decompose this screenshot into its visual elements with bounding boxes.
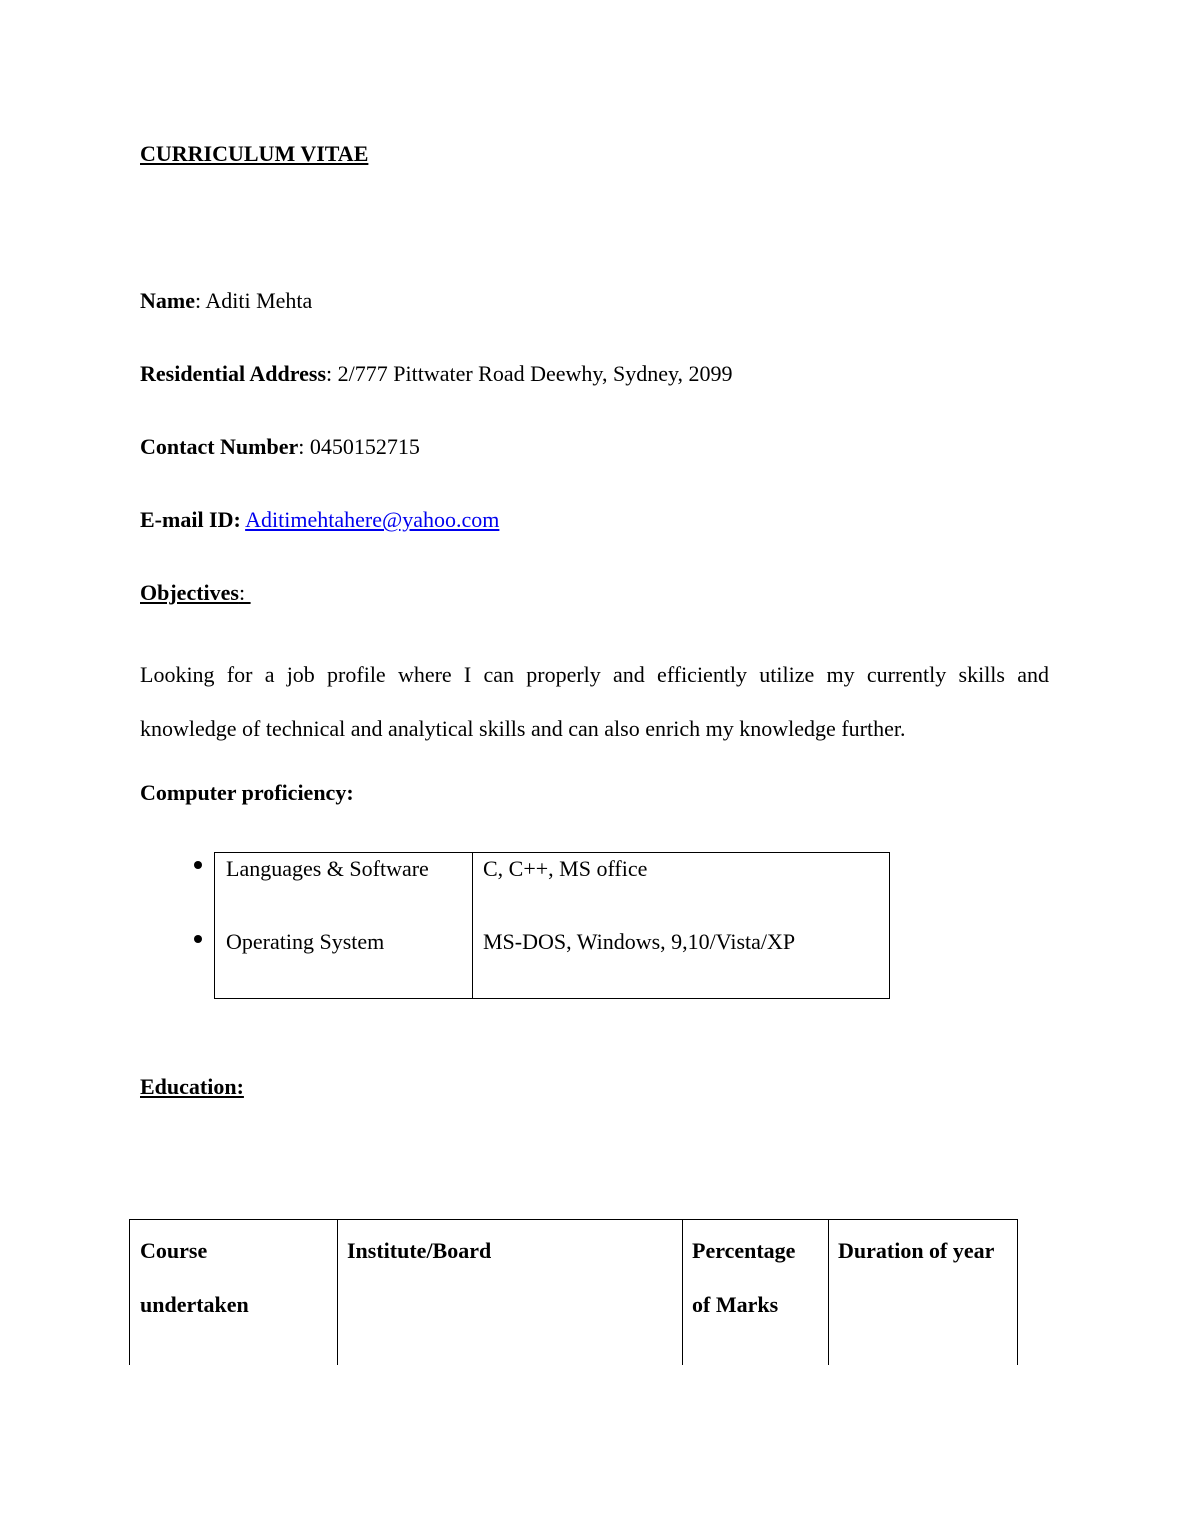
email-line xyxy=(140,509,499,531)
name-value: : Aditi Mehta xyxy=(194,288,313,313)
header-line: Duration of year xyxy=(838,1238,995,1263)
education-heading: Education: xyxy=(140,1074,244,1099)
email-link[interactable]: Aditimehtahere@yahoo.com xyxy=(245,507,500,532)
name-label: Name xyxy=(140,288,195,313)
objective-text: Looking for a job profile where I can properly and efficiently utilize my currently skills and knowledge of technical and analytical skills and can also enrich my knowledge further. xyxy=(140,662,1049,741)
education-header-duration xyxy=(838,1224,994,1278)
document-title: CURRICULUM VITAE xyxy=(140,141,369,166)
name-line xyxy=(140,290,312,312)
header-line: Percentage xyxy=(692,1238,796,1263)
address-line xyxy=(140,363,733,385)
contact-line xyxy=(140,436,420,458)
bullet-icon xyxy=(194,935,202,943)
table-divider xyxy=(682,1220,683,1365)
skill-value-os: MS-DOS, Windows, 9,10/Vista/XP xyxy=(483,929,796,954)
contact-label: Contact Number xyxy=(140,434,299,459)
header-line: undertaken xyxy=(140,1292,249,1317)
education-header-percentage xyxy=(692,1224,795,1332)
table-divider xyxy=(472,853,473,998)
skill-label-languages: Languages & Software xyxy=(226,856,429,881)
contact-value: : 0450152715 xyxy=(298,434,420,459)
education-header-institute xyxy=(347,1224,491,1278)
header-line: of Marks xyxy=(692,1292,779,1317)
table-divider xyxy=(828,1220,829,1365)
bullet-icon xyxy=(194,861,202,869)
objectives-heading-label: Objectives xyxy=(140,580,239,605)
objectives-heading-suffix: : xyxy=(238,580,251,605)
skill-label-os: Operating System xyxy=(226,929,385,954)
objectives-heading xyxy=(140,582,251,604)
email-label: E-mail ID: xyxy=(140,507,241,532)
address-label: Residential Address xyxy=(140,361,327,386)
computer-proficiency-heading: Computer proficiency: xyxy=(140,780,354,805)
computer-proficiency-table xyxy=(214,852,890,999)
address-value: : 2/777 Pittwater Road Deewhy, Sydney, 2099 xyxy=(326,361,733,386)
header-line: Course xyxy=(140,1238,208,1263)
education-table xyxy=(129,1219,1018,1365)
skill-value-languages: C, C++, MS office xyxy=(483,856,648,881)
header-line: Institute/Board xyxy=(347,1238,492,1263)
education-header-course xyxy=(140,1224,249,1332)
table-divider xyxy=(337,1220,338,1365)
